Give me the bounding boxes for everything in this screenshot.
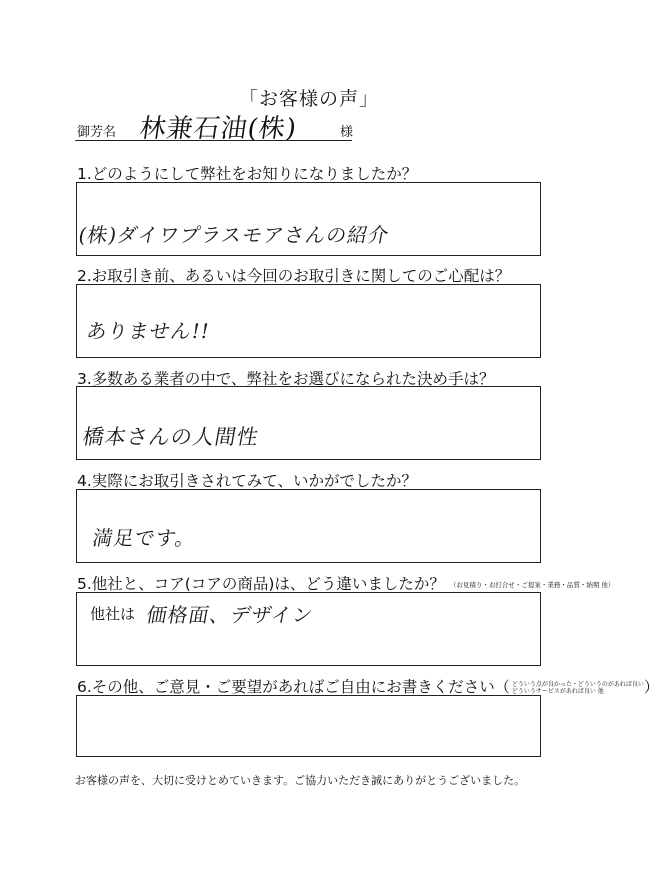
question-5-note: （お見積り・お打合せ・ご提案・業務・品質・納期 他） — [449, 581, 615, 589]
answer-4: 満足です。 — [90, 526, 199, 550]
answer-box-1 — [76, 182, 541, 256]
question-5-text: 5.他社と、コア(コアの商品)は、どう違いましたか？ — [77, 575, 445, 593]
question-6-text: 6.その他、ご意見・ご要望があればご自由にお書きください — [77, 678, 495, 696]
question-6-note — [512, 681, 644, 695]
question-4: 4.実際にお取引きされてみて、いかがでしたか？ — [77, 472, 417, 490]
question-1: 1.どのようにして弊社をお知りになりましたか？ — [77, 165, 418, 183]
answer-box-2 — [76, 284, 541, 358]
question-3: 3.多数ある業者の中で、弊社をお選びになられた決め手は？ — [77, 370, 495, 388]
question-5 — [77, 572, 614, 594]
customer-name: 林兼石油(株) — [137, 114, 300, 144]
answer-box-4 — [76, 489, 541, 563]
footer-message: お客様の声を、大切に受けとめていきます。ご協力いただき誠にありがとうございました。 — [75, 774, 526, 787]
answer-box-3 — [76, 386, 541, 460]
question-6-paren-open: （ — [494, 678, 510, 696]
answer-box-6 — [76, 695, 541, 757]
answer-2: ありません!! — [84, 319, 212, 343]
question-6-note-line2: どういうサービスがあれば良い 他 — [511, 687, 604, 695]
name-label: 御芳名 — [77, 125, 117, 140]
answer-box-5 — [76, 592, 541, 666]
question-6-paren-close: ） — [643, 678, 659, 696]
answer-1: (株)ダイワプラスモアさんの紹介 — [76, 223, 392, 247]
answer-3: 橋本さんの人間性 — [80, 425, 261, 449]
question-6-note-line1: どういう点が良かった・どういうのがあれば良い — [511, 680, 644, 688]
answer-5: 価格面、デザイン — [144, 603, 316, 627]
name-underline — [75, 140, 352, 141]
question-2: 2.お取引き前、あるいは今回のお取引きに関してのご心配は？ — [77, 267, 511, 285]
page-title: 「お客様の声」 — [238, 88, 379, 110]
question-6 — [77, 675, 659, 697]
name-suffix: 様 — [340, 125, 354, 140]
answer-5-prefix: 他社は — [90, 605, 136, 623]
